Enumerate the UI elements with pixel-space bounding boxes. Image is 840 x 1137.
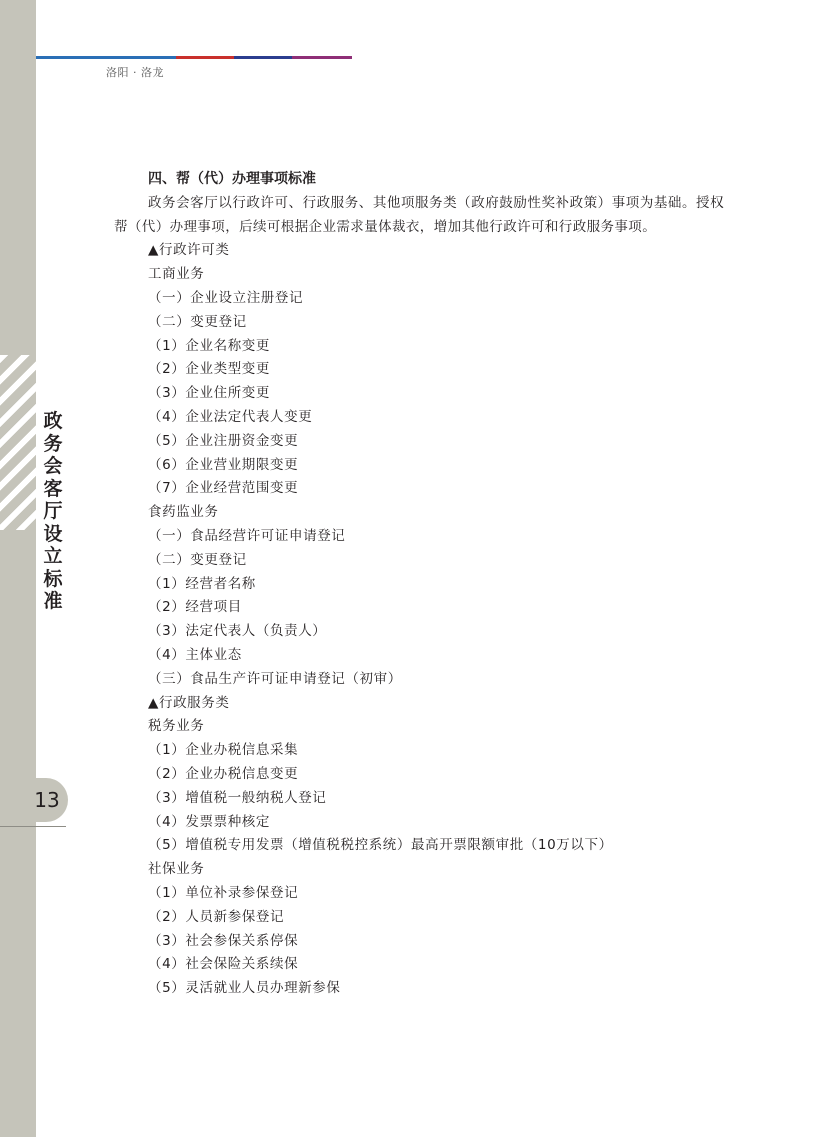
section-title: 四、帮（代）办理事项标准 — [148, 171, 316, 187]
list-item: （三）食品生产许可证申请登记（初审） — [148, 670, 402, 687]
list-item: （2）人员新参保登记 — [148, 908, 285, 925]
header-bar-segment-navy — [234, 56, 292, 59]
list-item: （4）企业法定代表人变更 — [148, 408, 313, 425]
list-item: （5）灵活就业人员办理新参保 — [148, 980, 341, 997]
list-item: （1）经营者名称 — [148, 575, 256, 592]
list-item: （4）主体业态 — [148, 646, 242, 663]
intro-paragraph: 政务会客厅以行政许可、行政服务、其他项服务类（政府鼓励性奖补政策）事项为基础。授权帮（代）办理事项，后续可根据企业需求量体裁衣，增加其他行政许可和行政服务事项。 — [114, 194, 724, 235]
header-color-bar — [36, 56, 352, 59]
list-item: （5）企业注册资金变更 — [148, 432, 299, 449]
list-item: （3）社会参保关系停保 — [148, 932, 299, 949]
list-item: （6）企业营业期限变更 — [148, 456, 299, 473]
header-bar-segment-blue — [36, 56, 176, 59]
list-item: 工商业务 — [148, 266, 205, 283]
main-content — [114, 168, 724, 1001]
list-item: （二）变更登记 — [148, 313, 247, 330]
list-item: 税务业务 — [148, 718, 205, 735]
header-bar-segment-red — [176, 56, 234, 59]
list-item: （3）法定代表人（负责人） — [148, 623, 327, 640]
page-number-rule — [0, 826, 66, 827]
list-item: 社保业务 — [148, 861, 205, 878]
list-item: （2）企业类型变更 — [148, 361, 270, 378]
list-item: （一）企业设立注册登记 — [148, 289, 304, 306]
vertical-chapter-title: 政务会客厅设立标准 — [43, 410, 63, 612]
list-item: ▲行政服务类 — [148, 694, 230, 711]
list-item: （4）社会保险关系续保 — [148, 956, 299, 973]
list-item: （2）经营项目 — [148, 599, 242, 616]
list-item: 食药监业务 — [148, 504, 219, 521]
sidebar-band — [0, 0, 36, 1137]
diagonal-stripes-decoration — [0, 355, 36, 530]
list-item: （二）变更登记 — [148, 551, 247, 568]
list-item: （5）增值税专用发票（增值税税控系统）最高开票限额审批（10万以下） — [148, 837, 613, 854]
list-item: （1）单位补录参保登记 — [148, 884, 299, 901]
list-item: （一）食品经营许可证申请登记 — [148, 527, 346, 544]
running-header: 洛阳 · 洛龙 — [106, 66, 164, 79]
item-list — [114, 239, 724, 1001]
list-item: （3）增值税一般纳税人登记 — [148, 789, 327, 806]
list-item: （7）企业经营范围变更 — [148, 480, 299, 497]
list-item: （1）企业办税信息采集 — [148, 742, 299, 759]
header-bar-segment-purple — [292, 56, 352, 59]
list-item: （1）企业名称变更 — [148, 337, 270, 354]
list-item: （2）企业办税信息变更 — [148, 765, 299, 782]
list-item: （4）发票票种核定 — [148, 813, 270, 830]
list-item: （3）企业住所变更 — [148, 385, 270, 402]
page-number: 13 — [26, 778, 68, 822]
list-item: ▲行政许可类 — [148, 242, 230, 259]
